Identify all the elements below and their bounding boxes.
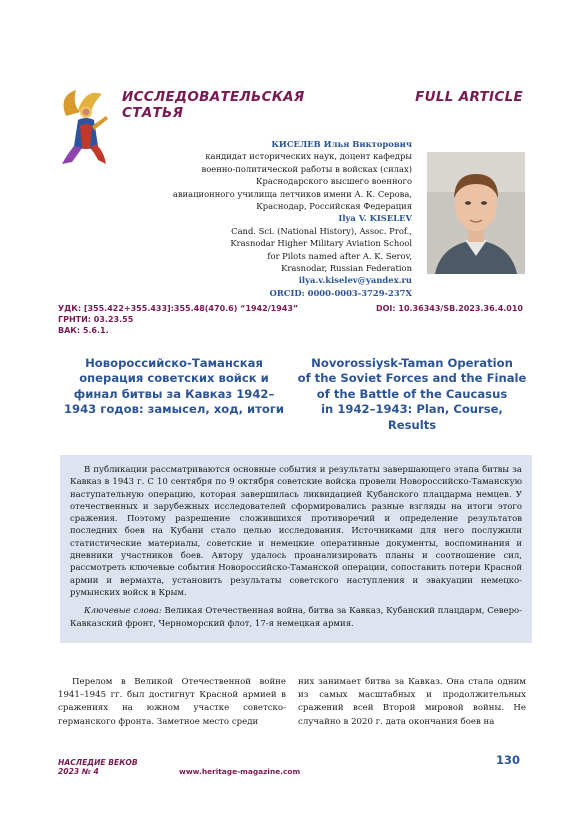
title-ru bbox=[58, 356, 290, 418]
keywords bbox=[70, 605, 522, 630]
title-en-line-4: in 1942–1943: Plan, Course, Results bbox=[321, 402, 503, 432]
journal-issue: 2023 № 4 bbox=[58, 767, 99, 776]
vak-code: ВАК: 5.6.1. bbox=[58, 326, 109, 335]
author-orcid[interactable]: ORCID: 0000-0003-3729-237X bbox=[269, 287, 412, 298]
keywords-label: Ключевые слова: bbox=[84, 606, 162, 617]
author-portrait bbox=[427, 152, 525, 274]
abstract-box bbox=[60, 455, 532, 643]
abstract-text: В публикации рассматриваются основные события и результаты завершающего этапа битвы за Кавказ в 1943 г. С 10 сентября по 9 октября советские войска провели Новороссийско-Таманскую наступательную операцию, которая завершилась ликвидацией Кубанского плацдарма немцев. У отечественных и зарубежных исследователей сформировались разные взгляды на итоги этого сражения. Поэтому разрешение сложившихся противоречий и определение результатов последних боев на Кубани стало целью исследования. Источниками для него послужили статистические материалы, советские и немецкие оперативные документы, воспоминания и дневники участников боев. Автору удалось проанализировать планы и соотношение сил, рассмотреть ключевые события Новороссийско-Таманской операции, сопоставить потери Красной армии и вермахта, установить результаты советского наступления и эвакуации немецко-румынских войск в Крым. bbox=[70, 465, 522, 598]
body-paragraph-1: Перелом в Великой Отечественной войне 1941–1945 гг. был достигнут Красной армией в сражениях на южном участке советско-германского фронта. Заметное место среди bbox=[58, 677, 286, 727]
author-affil-ru-1: кандидат исторических наук, доцент кафедры bbox=[205, 151, 412, 162]
doi-link[interactable]: DOI: 10.36343/SB.2023.36.4.010 bbox=[375, 304, 523, 313]
author-affil-ru-5: Краснодар, Российская Федерация bbox=[256, 201, 412, 212]
author-email-link[interactable]: ilya.v.kiselev@yandex.ru bbox=[298, 275, 412, 286]
page-number: 130 bbox=[495, 753, 520, 767]
author-name-ru: КИСЕЛЕВ Илья Викторович bbox=[271, 139, 412, 149]
title-en-line-2: of the Soviet Forces and the Finale bbox=[297, 371, 527, 386]
author-affil-ru-4: авиационного училища летчиков имени А. К. Серова, bbox=[172, 188, 412, 199]
keywords-list: Великая Отечественная война, битва за Кавказ, Кубанский плацдарм, Северо-Кавказский фронт, Черноморский флот, 17-я немецкая армия. bbox=[70, 606, 523, 629]
title-ru-line-1: Новороссийско-Таманская bbox=[85, 356, 263, 370]
kicker-line-1: ИССЛЕДОВАТЕЛЬСКАЯ bbox=[122, 89, 305, 105]
angel-emblem-logo bbox=[56, 86, 114, 168]
udk-code: УДК: [355.422+355.433]:355.48(470.6) “1942/1943” bbox=[58, 304, 299, 313]
author-affil-ru-3: Краснодарского высшего военного bbox=[256, 176, 412, 187]
grnti-code: ГРНТИ: 03.23.55 bbox=[58, 315, 134, 324]
title-ru-line-2: операция советских войск и bbox=[79, 371, 269, 386]
body-column-1 bbox=[58, 676, 286, 729]
author-block bbox=[112, 138, 412, 299]
journal-title: НАСЛЕДИЕ ВЕКОВ bbox=[58, 758, 138, 767]
body-paragraph-2: них занимает битва за Кавказ. Она стала одним из самых масштабных и продолжительных сражений всей Второй мировой войны. Не случайно в 2020 г. дата окончания боев на bbox=[298, 677, 526, 727]
full-article-label: FULL ARTICLE bbox=[415, 89, 523, 105]
journal-name bbox=[58, 758, 138, 776]
author-affil-en-3: for Pilots named after A. K. Serov, bbox=[267, 250, 412, 261]
title-ru-line-3: финал битвы за Кавказ 1942– bbox=[73, 386, 275, 401]
journal-url-link[interactable]: www.heritage-magazine.com bbox=[179, 767, 301, 776]
author-affil-en-1: Cand. Sci. (National History), Assoc. Prof., bbox=[231, 225, 412, 236]
title-en-line-3: of the Battle of the Caucasus bbox=[316, 386, 508, 401]
article-type-kicker bbox=[122, 89, 305, 121]
classification-block bbox=[58, 303, 298, 336]
title-en-line-1: Novorossiysk-Taman Operation bbox=[311, 356, 513, 370]
title-en bbox=[296, 356, 528, 433]
author-name-en: Ilya V. KISELEV bbox=[338, 213, 412, 224]
title-ru-line-4: 1943 годов: замысел, ход, итоги bbox=[63, 402, 285, 417]
kicker-line-2: СТАТЬЯ bbox=[122, 105, 184, 121]
body-column-2 bbox=[298, 676, 526, 729]
author-affil-en-2: Krasnodar Higher Military Aviation School bbox=[230, 238, 412, 249]
author-affil-en-4: Krasnodar, Russian Federation bbox=[281, 263, 412, 274]
author-affil-ru-2: военно-политической работы в войсках (силах) bbox=[201, 163, 412, 174]
